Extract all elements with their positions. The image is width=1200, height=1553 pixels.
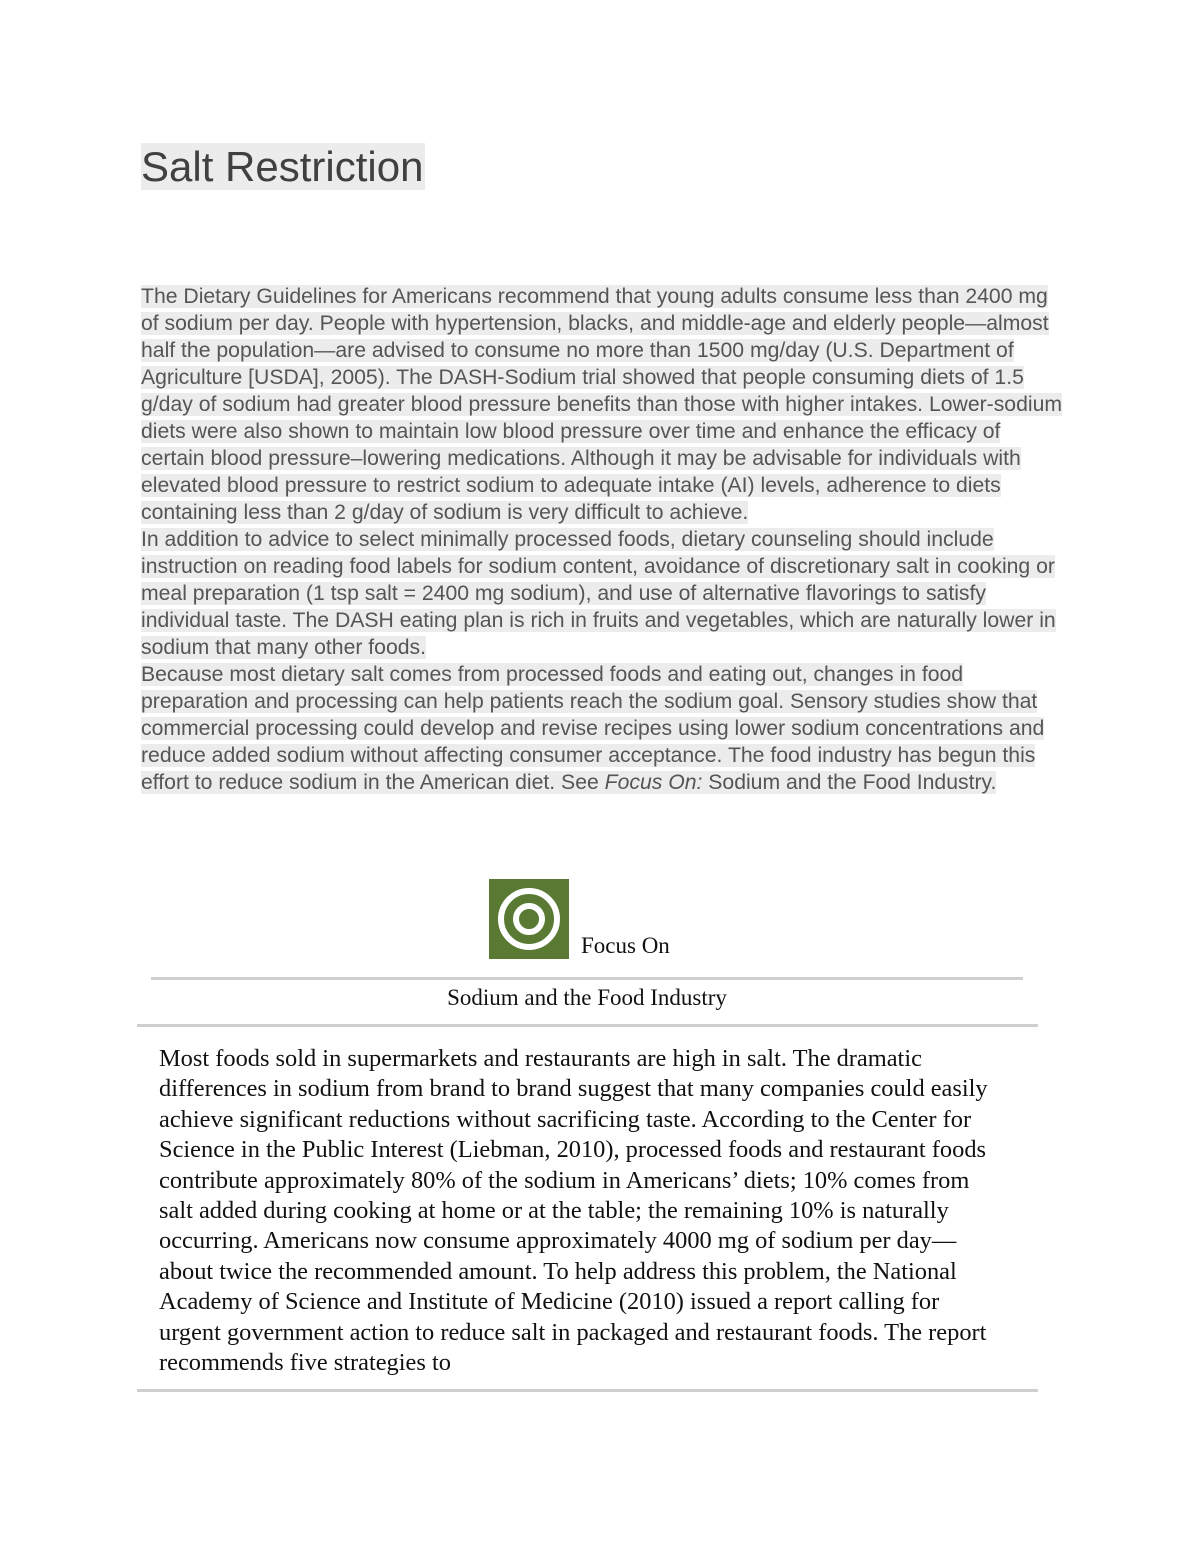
article-body xyxy=(141,283,1066,796)
paragraph-2-text: In addition to advice to select minimally processed foods, dietary counseling should include instruction on reading food labels for sodium content, avoidance of discretionary salt in cooking or meal preparation (1 tsp salt = 2400 mg sodium), and use of alternative flavorings to satisfy individual taste. The DASH eating plan is rich in fruits and vegetables, which are naturally lower in sodium that many other foods. xyxy=(141,528,1056,659)
paragraph-2 xyxy=(141,526,1066,661)
paragraph-1-text: The Dietary Guidelines for Americans recommend that young adults consume less than 2400 mg of sodium per day. People with hypertension, blacks, and middle-age and elderly people—almost half the population—are advised to consume no more than 1500 mg/day (U.S. Department of Agriculture [USDA], 2005). The DASH-Sodium trial showed that people consuming diets of 1.5 g/day of sodium had greater blood pressure benefits than those with higher intakes. Lower-sodium diets were also shown to maintain low blood pressure over time and enhance the efficacy of certain blood pressure–lowering medications. Although it may be advisable for individuals with elevated blood pressure to restrict sodium to adequate intake (AI) levels, adherence to diets containing less than 2 g/day of sodium is very difficult to achieve. xyxy=(141,285,1063,524)
focus-on-label: Focus On xyxy=(581,933,670,958)
page-title-text: Salt Restriction xyxy=(141,143,424,190)
target-icon-graphic xyxy=(489,879,569,959)
focus-box-title: Sodium and the Food Industry xyxy=(447,985,727,1010)
focus-box-title-divider xyxy=(137,1024,1038,1027)
focus-on-reference: Focus On: xyxy=(604,771,703,794)
focus-box-bottom-divider xyxy=(137,1389,1038,1392)
paragraph-3-text: Because most dietary salt comes from processed foods and eating out, changes in food preparation and processing can help patients reach the sodium goal. Sensory studies show that commercial processing could develop and revise recipes using lower sodium concentrations and reduce added sodium without affecting consumer acceptance. The food industry has begun this effort to reduce sodium in the American diet. See xyxy=(141,663,1045,794)
focus-box-top-divider xyxy=(151,977,1023,980)
paragraph-3 xyxy=(141,661,1066,796)
focus-box-text: Most foods sold in supermarkets and restaurants are high in salt. The dramatic differences in sodium from brand to brand suggest that many companies could easily achieve significant reductions without sacrificing taste. According to the Center for Science in the Public Interest (Liebman, 2010), processed foods and restaurant foods contribute approximately 80% of the sodium in Americans’ diets; 10% comes from salt added during cooking at home or at the table; the remaining 10% is naturally occurring. Americans now consume approximately 4000 mg of sodium per day—about twice the recommended amount. To help address this problem, the National Academy of Science and Institute of Medicine (2010) issued a report calling for urgent government action to reduce salt in packaged and restaurant foods. The report recommends five strategies to xyxy=(159,1045,988,1377)
page-title xyxy=(141,141,425,193)
paragraph-3-tail: Sodium and the Food Industry. xyxy=(702,771,997,794)
paragraph-1 xyxy=(141,283,1066,526)
target-icon xyxy=(489,879,569,959)
